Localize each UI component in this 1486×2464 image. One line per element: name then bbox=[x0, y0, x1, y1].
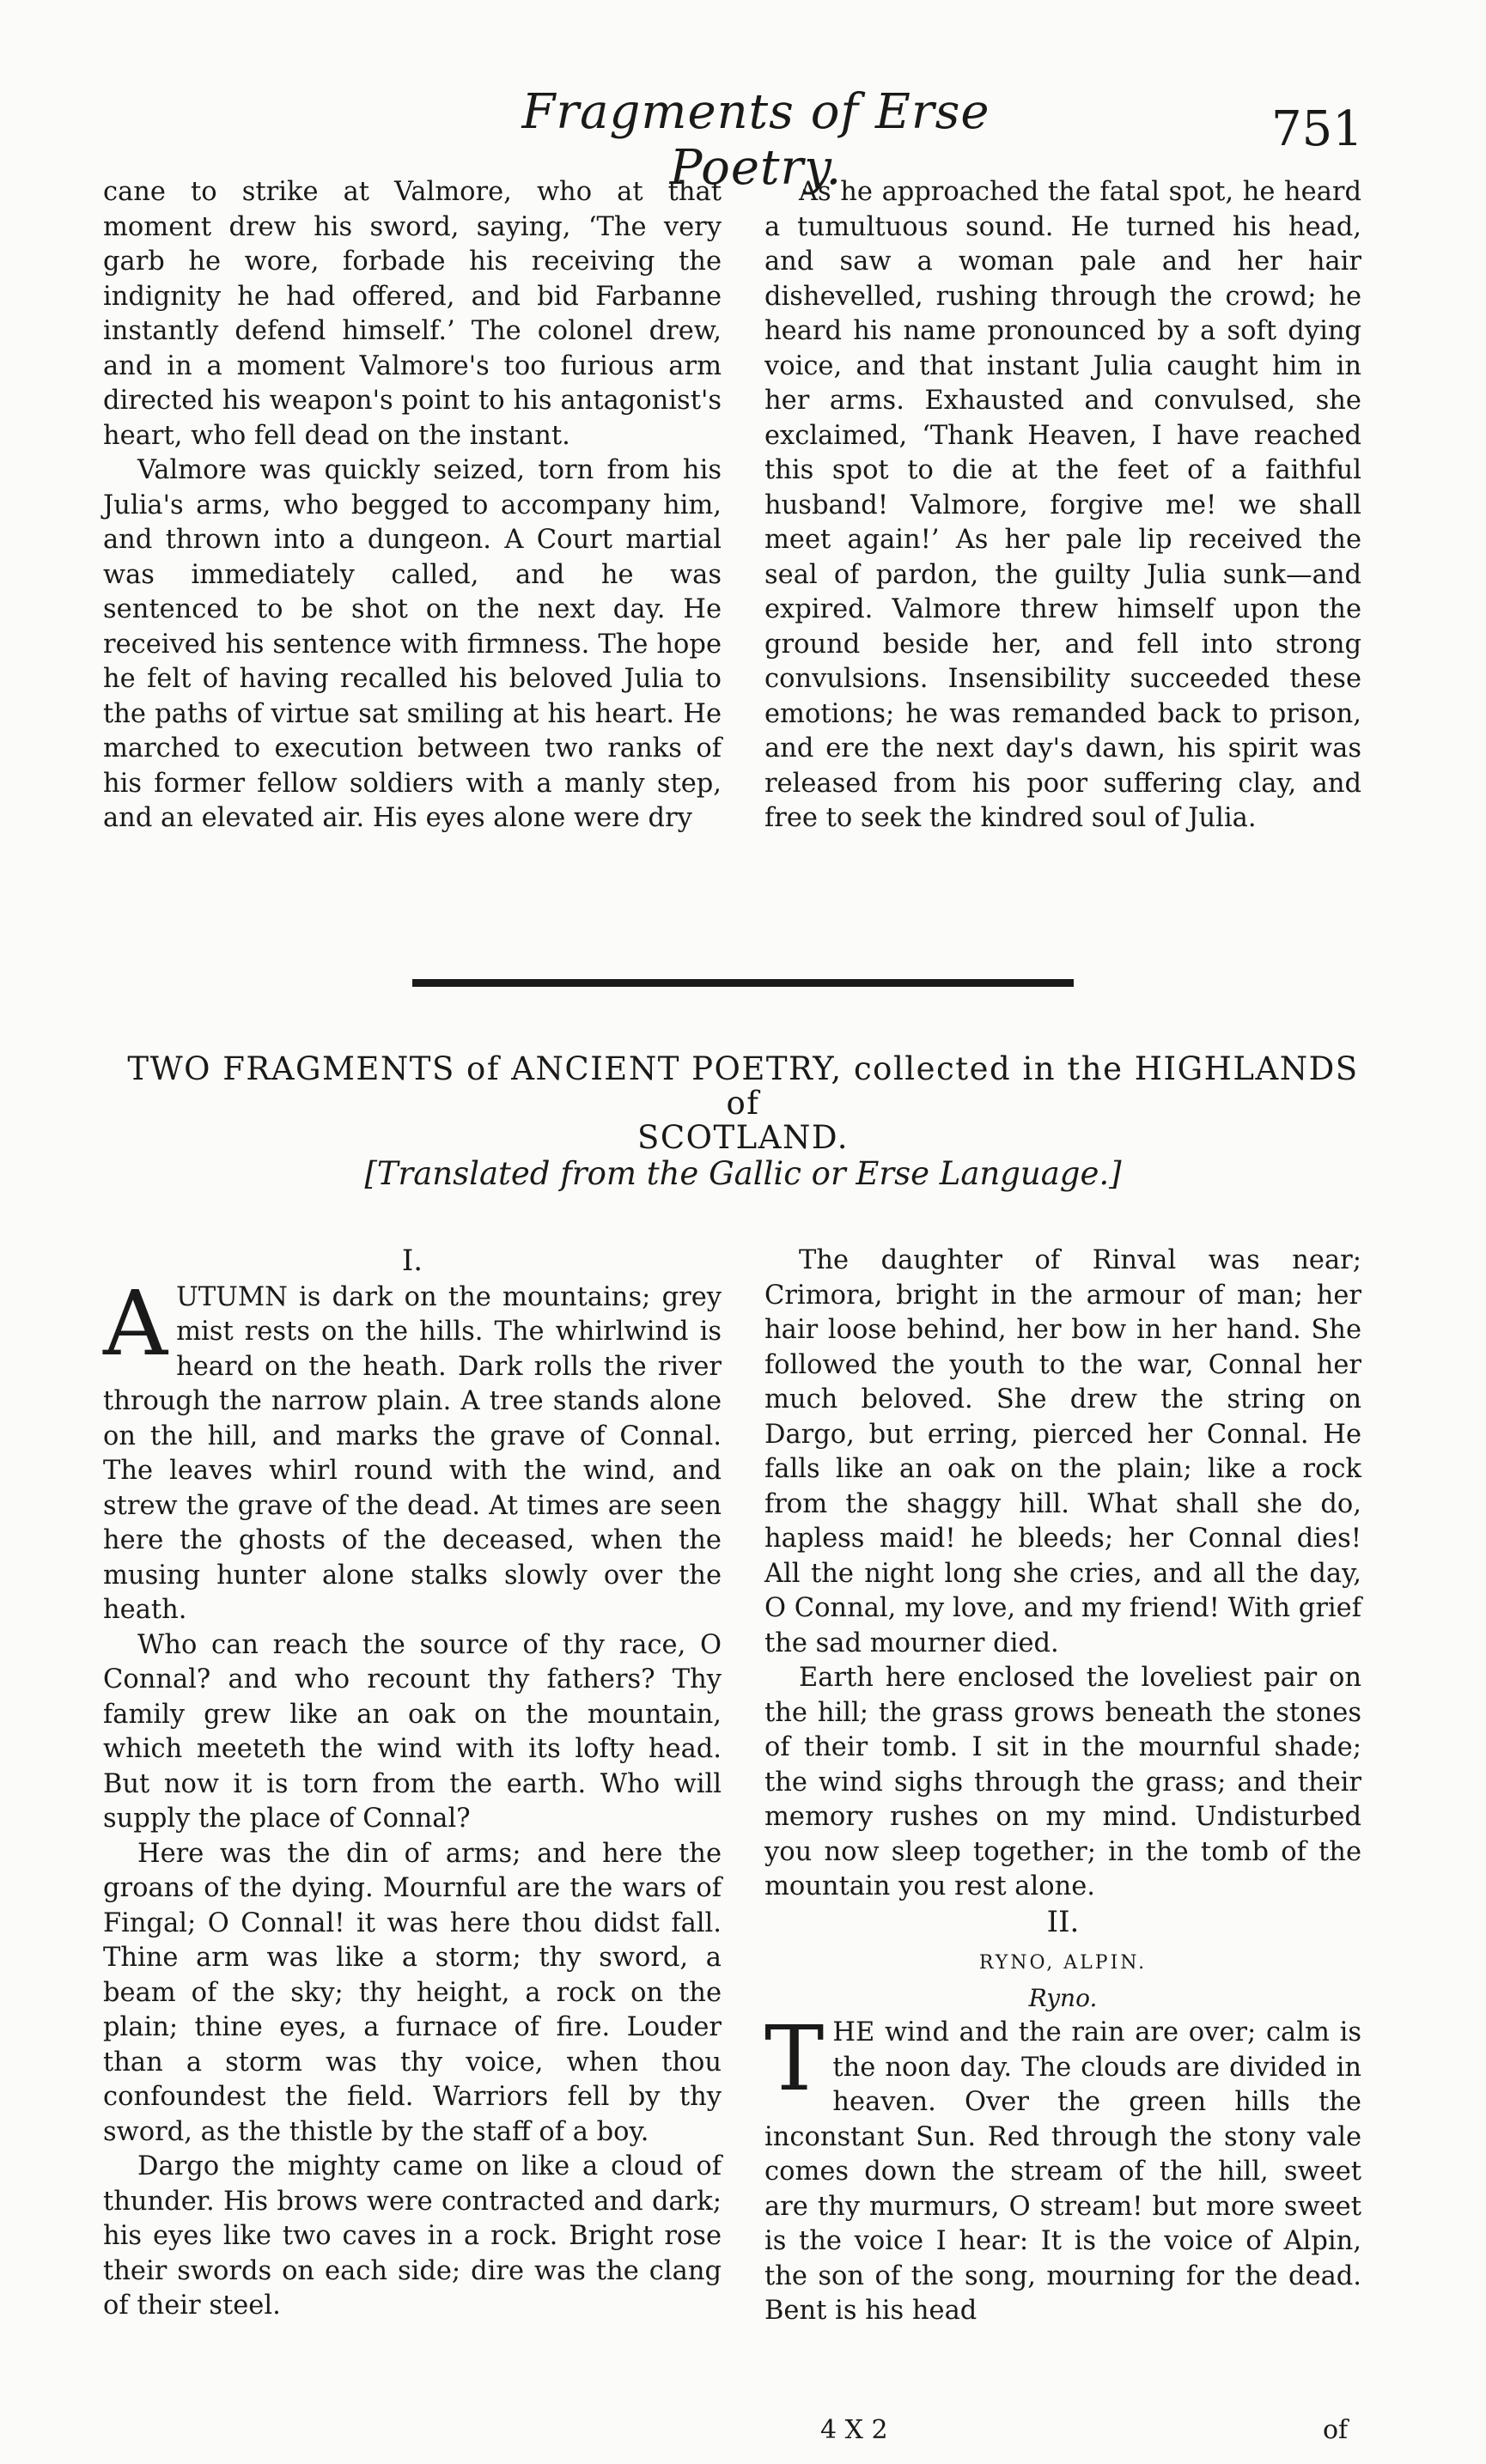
story-paragraph: Valmore was quickly seized, torn from his Julia's arms, who begged to accompany him, and thrown into a dungeon. A Court martial was immediately called, and he was sentenced to be shot on the next day. He received his sentence with firmness. The hope he felt of having recalled his beloved Julia to the paths of virtue sat smiling at his heart. He marched to execution between two ranks of his former fellow soldiers with a manly step, and an elevated air. His eyes alone were dry bbox=[103, 455, 722, 833]
article-subtitle: [Translated from the Gallic or Erse Language.] bbox=[364, 1155, 1122, 1192]
story-column-right bbox=[764, 175, 1361, 837]
speakers-heading: RYNO, ALPIN. bbox=[978, 1952, 1148, 1974]
poem-paragraph: Who can reach the source of thy race, O Connal? and who recount thy fathers? Thy family grew like an oak on the mountain, which meeteth the wind with its lofty head. But now it is torn from the earth. Who will supply the place of Connal? bbox=[103, 1629, 722, 1834]
poem-paragraph: Dargo the mighty came on like a cloud of thunder. His brows were contracted and dark; his eyes like two caves in a rock. Bright rose their swords on each side; dire was the clang of their steel. bbox=[103, 2151, 722, 2321]
story-paragraph: As he approached the fatal spot, he heard a tumultuous sound. He turned his head, and saw a woman pale and her hair dishevelled, rushing through the crowd; he heard his name pronounced by a soft dying voice, and that instant Julia caught him in her arms. Exhausted and convulsed, she exclaimed, ‘Thank Heaven, I have reached this spot to die at the feet of a faithful husband! Valmore, forgive me! we shall meet again!’ As her pale lip received the seal of pardon, the guilty Julia sunk—and expired. Valmore threw himself upon the ground beside her, and fell into strong convulsions. Insensibility succeeded these emotions; he was remanded back to prison, and ere the next day's dawn, his spirit was released from his poor suffering clay, and free to seek the kindred soul of Julia. bbox=[764, 177, 1361, 833]
running-title: Fragments of Erse Poetry. bbox=[521, 84, 990, 196]
drop-cap: T bbox=[764, 2006, 825, 2111]
signature-mark: 4 X 2 bbox=[820, 2415, 888, 2445]
poem-paragraph: Here was the din of arms; and here the groans of the dying. Mournful are the wars of Fingal; O Connal! it was here thou didst fall. Thine arm was like a storm; thy sword, a beam of the sky; thy height, a rock on the plain; thine eyes, a furnace of fire. Louder than a storm was thy voice, when thou confoundest the field. Warriors fell by thy sword, as the thistle by the staff of a boy. bbox=[103, 1838, 722, 2147]
article-title-line: SCOTLAND. bbox=[637, 1119, 849, 1156]
poem-paragraph bbox=[764, 2006, 1361, 2329]
poem-paragraph bbox=[103, 1270, 722, 1628]
page-number: 751 bbox=[1271, 101, 1363, 157]
article-title-line: TWO FRAGMENTS of ANCIENT POETRY, collected in the HIGHLANDS of bbox=[127, 1050, 1359, 1122]
fragment-numeral: I. bbox=[401, 1244, 423, 1278]
fragment-numeral: II. bbox=[1046, 1904, 1080, 1939]
story-column-left bbox=[103, 175, 722, 837]
poem-paragraph: The daughter of Rinval was near; Crimora, bright in the armour of man; her hair loose behind, her bow in her hand. She followed the youth to the war, Connal her much beloved. She drew the string on Dargo, but erring, pierced her Connal. He falls like an oak on the plain; like a rock from the shaggy hill. What shall she do, hapless maid! he bleeds; her Connal dies! All the night long she cries, and all the day, O Connal, my love, and my friend! With grief the sad mourner died. bbox=[764, 1245, 1361, 1658]
poem-column-right bbox=[764, 1244, 1361, 2329]
poem-column-left bbox=[103, 1244, 722, 2324]
poem-text: UTUMN is dark on the mountains; grey mist rests on the hills. The whirlwind is heard on the heath. Dark rolls the river through the narrow plain. A tree stands alone on the hill, and marks the grave of Connal. The leaves whirl round with the wind, and strew the grave of the dead. At times are seen here the ghosts of the deceased, when the musing hunter alone stalks slowly over the heath. bbox=[103, 1281, 722, 1625]
article-title bbox=[112, 1052, 1374, 1155]
story-paragraph: cane to strike at Valmore, who at that moment drew his sword, saying, ‘The very garb he wore, forbade his receiving the indignity he had offered, and bid Farbanne instantly defend himself.’ The colonel drew, and in a moment Valmore's too furious arm directed his weapon's point to his antagonist's heart, who fell dead on the instant. bbox=[103, 177, 722, 451]
poem-paragraph: Earth here enclosed the loveliest pair on the hill; the grass grows beneath the stones of their tomb. I sit in the mournful shade; the wind sighs through the grass; and their memory rushes on my mind. Undisturbed you now sleep together; in the tomb of the mountain you rest alone. bbox=[764, 1663, 1361, 1901]
catchword: of bbox=[1323, 2415, 1349, 2445]
drop-cap: A bbox=[103, 1270, 168, 1376]
poem-text: HE wind and the rain are over; calm is the noon day. The clouds are divided in heaven. Over the green hills the inconstant Sun. Red through the stony vale comes down the stream of the hill, sweet are thy murmurs, O stream! but more sweet is the voice I hear: It is the voice of Alpin, the son of the song, mourning for the dead. Bent is his head bbox=[764, 2017, 1361, 2326]
speaker-name: Ryno. bbox=[1028, 1983, 1098, 2012]
section-rule bbox=[412, 979, 1074, 987]
